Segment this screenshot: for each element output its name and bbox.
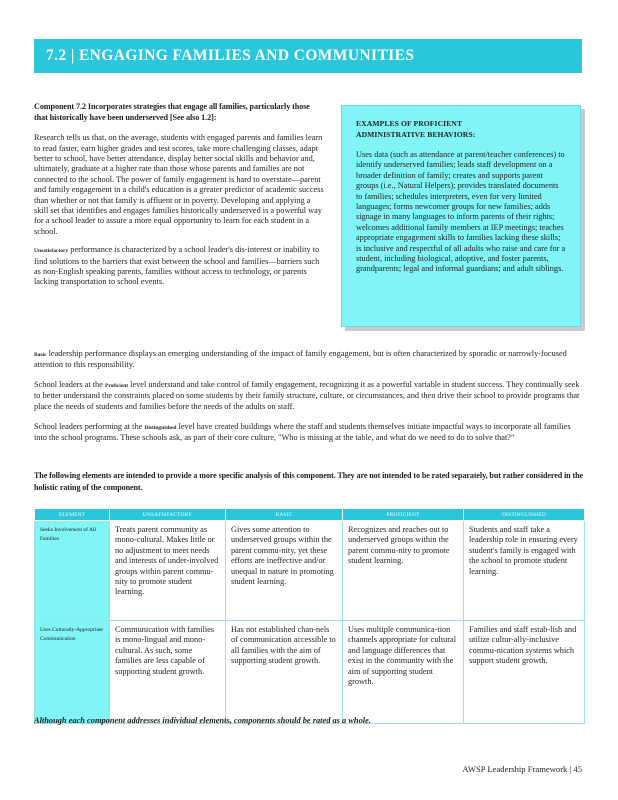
proficient-text: level understand and take control of family engagement, recognizing it as a powerful variable in student success. They continually seek to better understand the constraints placed on some students by their family structure, culture, or circumstances, and then drive their school to provide programs that place the needs of students and families before the needs of the adults on staff.: [34, 380, 580, 411]
header-distinguished: DISTINGUISHED: [464, 509, 585, 521]
section-banner: [34, 39, 582, 73]
element-cell: Uses Culturally-Appropriate Communication: [35, 621, 110, 724]
page-number: 45: [573, 764, 582, 774]
header-element: ELEMENT: [35, 509, 110, 521]
table-row: [35, 521, 585, 621]
footer-separator: |: [569, 764, 572, 774]
sidebox-body: Uses data (such as attendance at parent/teacher conferences) to identify underserved families; leads staff development on a broader definition of family; creates and supports parent groups (i.e., Natural Helpers); provides translated documents to families; schedules interpreters, even for very limited languages; forms newcomer groups for new families; adds signage in many languages to inform parents of their rights; welcomes additional family members at IEP meetings; teaches appropriate engagement skills to families lacking these skills; is inclusive and respectful of all adults who raise and care for a student, including biological, adoptive, and foster parents, grandparents; legal and informal guardians; and adult siblings.: [356, 150, 566, 274]
publication-name: AWSP Leadership Framework: [462, 764, 568, 774]
basic-cell: Gives some attention to underserved groups within the parent commu-nity, yet these efforts are ineffective and/or unequal in nature in promoting student learning.: [226, 521, 343, 621]
component-intro: [34, 102, 324, 296]
proficient-cell: Recognizes and reaches out to underserved groups within the parent commu-nity to promote student learning.: [343, 521, 464, 621]
unsatisfactory-cell: Treats parent community as mono-cultural. Makes little or no adjustment to meet needs and interests of under-involved groups within parent commu-nity to promote student learning.: [110, 521, 226, 621]
unsatisfactory-paragraph: [34, 245, 324, 288]
table-header-row: [35, 509, 585, 521]
proficient-examples-box: [341, 105, 581, 327]
distinguished-cell: Families and staff estab-lish and utilize cultur-ally-inclusive commu-nication systems which support student growth.: [464, 621, 585, 724]
distinguished-cell: Students and staff take a leadership role in ensuring every student's family is engaged with the school to promote student learning.: [464, 521, 585, 621]
unsatisfactory-term: Unsatisfactory: [34, 248, 69, 255]
rating-footnote: Although each component addresses individual elements, components should be rated as a whole.: [34, 716, 371, 725]
proficient-cell: Uses multiple communica-tion channels appropriate for cultural and language differences that exist in the community with the aim of supporting student growth.: [343, 621, 464, 724]
elements-note: The following elements are intended to provide a more specific analysis of this component. They are not intended to be rated separately, but rather considered in the holistic rating of the component.: [34, 471, 583, 492]
section-title: 7.2 | ENGAGING FAMILIES AND COMMUNITIES: [46, 47, 415, 64]
distinguished-term: Distinguished: [144, 425, 177, 431]
proficient-paragraph: School leaders at the Proficient level understand and take control of family engagement, recognizing it as a powerful variable in student success. They continually seek to better understand the constraints placed on some students by their family structure, culture, or circumstances, and then drive their school to provide programs that place the needs of students and families before the needs of the adults on staff.: [34, 380, 580, 411]
distinguished-text: level have created buildings where the staff and students themselves initiate impactful ways to incorporate all families into the school programs. These schools ask, as part of their core culture, "Who is missing at the table, and what do we need to do to solve that?": [34, 422, 571, 443]
basic-term: Basic: [34, 352, 47, 358]
sidebox-title: EXAMPLES OF PROFICIENT ADMINISTRATIVE BEHAVIORS:: [356, 119, 476, 139]
component-heading: Component 7.2 Incorporates strategies that engage all families, particularly those that historically have been underserved [See also 1.2]:: [34, 102, 310, 122]
rubric-table: [34, 508, 585, 724]
research-paragraph: Research tells us that, on the average, students with engaged parents and families learn to read faster, earn higher grades and test scores, take more challenging classes, adapt better to school, have better attendance, display better social skills and behavior and, ultimately, graduate at a higher rate than those whose parents and families are not connected to the school. The power of family engagement is hard to overstate—parent and family engagement in a child's education is a greater predictor of academic success than whether or not that family is affluent or in poverty. Developing and applying a skill set that identifies and engages families historically underserved is a powerful way for a school leader to assure a more equal opportunity to learn for each student in a school.: [34, 133, 324, 236]
distinguished-paragraph: School leaders performing at the Distinguished level have created buildings where the staff and students themselves initiate impactful ways to incorporate all families into the school programs. These schools ask, as part of their core culture, "Who is missing at the table, and what do we need to do to solve that?": [34, 422, 571, 443]
page-footer: [462, 764, 582, 774]
unsatisfactory-cell: Communication with families is mono-lingual and mono-cultural. As such, some families are less capable of supporting student growth.: [110, 621, 226, 724]
header-unsatisfactory: UNSATISFACTORY: [110, 509, 226, 521]
basic-paragraph: [34, 349, 584, 371]
basic-cell: Has not established chan-nels of communication accessible to all families with the aim of supporting student growth.: [226, 621, 343, 724]
proficient-term: Proficient: [104, 383, 129, 389]
table-row: [35, 621, 585, 724]
element-cell: Seeks Involvement of All Families: [35, 521, 110, 621]
header-proficient: PROFICIENT: [343, 509, 464, 521]
header-basic: BASIC: [226, 509, 343, 521]
unsatisfactory-text: performance is characterized by a school leader's dis-interest or inability to find solutions to the barriers that exist between the school and families—barriers such as non-English speaking parents, families without access to technology, or parents lacking transportation to school events.: [34, 245, 320, 287]
basic-text: leadership performance displays an emerging understanding of the impact of family engagement, but is often characterized by sporadic or narrowly-focused attention to this responsibility.: [34, 349, 567, 370]
